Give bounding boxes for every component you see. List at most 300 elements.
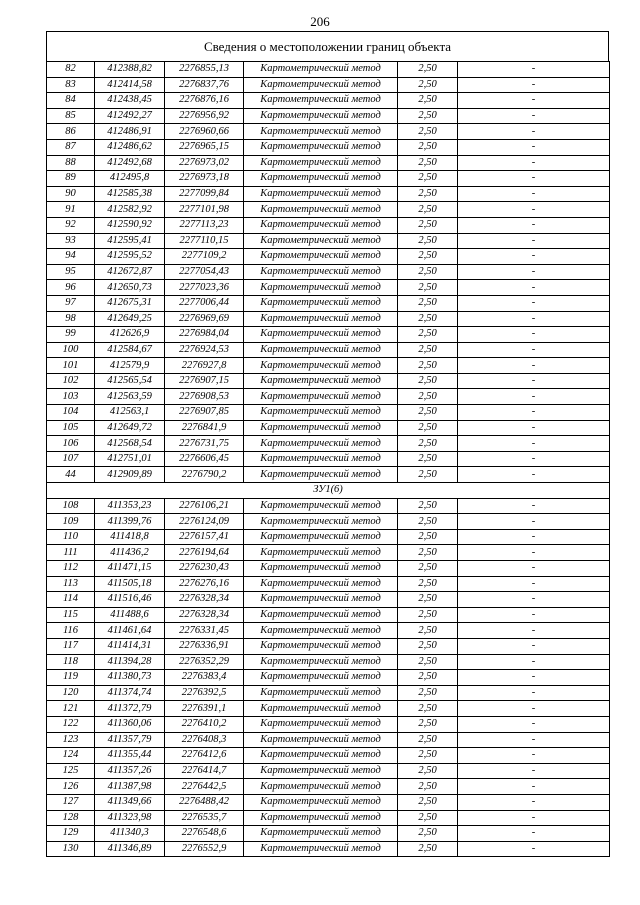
method-cell: Картометрический метод: [244, 748, 398, 764]
method-cell: Картометрический метод: [244, 701, 398, 717]
y-coordinate-cell: 2277110,15: [165, 233, 244, 249]
x-coordinate-cell: 412585,38: [95, 186, 165, 202]
accuracy-cell: 2,50: [398, 233, 458, 249]
description-cell: -: [458, 436, 610, 452]
method-cell: Картометрический метод: [244, 202, 398, 218]
method-cell: Картометрический метод: [244, 467, 398, 483]
table-row: [47, 405, 610, 421]
point-number-cell: 91: [47, 202, 95, 218]
y-coordinate-cell: 2276790,2: [165, 467, 244, 483]
y-coordinate-cell: 2276414,7: [165, 763, 244, 779]
accuracy-cell: 2,50: [398, 217, 458, 233]
method-cell: Картометрический метод: [244, 576, 398, 592]
method-cell: Картометрический метод: [244, 794, 398, 810]
table-row: [47, 217, 610, 233]
method-cell: Картометрический метод: [244, 436, 398, 452]
table-title: Сведения о местоположении границ объекта: [46, 31, 609, 61]
point-number-cell: 100: [47, 342, 95, 358]
point-number-cell: 117: [47, 638, 95, 654]
accuracy-cell: 2,50: [398, 685, 458, 701]
table-row: [47, 685, 610, 701]
accuracy-cell: 2,50: [398, 405, 458, 421]
table-row: [47, 654, 610, 670]
accuracy-cell: 2,50: [398, 654, 458, 670]
accuracy-cell: 2,50: [398, 841, 458, 857]
description-cell: -: [458, 561, 610, 577]
method-cell: Картометрический метод: [244, 233, 398, 249]
point-number-cell: 118: [47, 654, 95, 670]
description-cell: -: [458, 763, 610, 779]
table-row: [47, 93, 610, 109]
accuracy-cell: 2,50: [398, 545, 458, 561]
x-coordinate-cell: 412486,91: [95, 124, 165, 140]
x-coordinate-cell: 411360,06: [95, 716, 165, 732]
table-row: [47, 576, 610, 592]
table-row: [47, 155, 610, 171]
y-coordinate-cell: 2277109,2: [165, 249, 244, 265]
accuracy-cell: 2,50: [398, 561, 458, 577]
description-cell: -: [458, 373, 610, 389]
x-coordinate-cell: 411516,46: [95, 592, 165, 608]
method-cell: Картометрический метод: [244, 108, 398, 124]
description-cell: -: [458, 592, 610, 608]
point-number-cell: 122: [47, 716, 95, 732]
method-cell: Картометрический метод: [244, 607, 398, 623]
y-coordinate-cell: 2276552,9: [165, 841, 244, 857]
description-cell: -: [458, 77, 610, 93]
y-coordinate-cell: 2276442,5: [165, 779, 244, 795]
method-cell: Картометрический метод: [244, 810, 398, 826]
x-coordinate-cell: 412438,45: [95, 93, 165, 109]
y-coordinate-cell: 2276731,75: [165, 436, 244, 452]
description-cell: -: [458, 498, 610, 514]
point-number-cell: 94: [47, 249, 95, 265]
point-number-cell: 86: [47, 124, 95, 140]
description-cell: -: [458, 576, 610, 592]
accuracy-cell: 2,50: [398, 732, 458, 748]
x-coordinate-cell: 411471,15: [95, 561, 165, 577]
method-cell: Картометрический метод: [244, 561, 398, 577]
method-cell: Картометрический метод: [244, 62, 398, 78]
y-coordinate-cell: 2276973,18: [165, 171, 244, 187]
x-coordinate-cell: 412650,73: [95, 280, 165, 296]
x-coordinate-cell: 411380,73: [95, 670, 165, 686]
point-number-cell: 84: [47, 93, 95, 109]
x-coordinate-cell: 412909,89: [95, 467, 165, 483]
point-number-cell: 116: [47, 623, 95, 639]
table-row: [47, 670, 610, 686]
description-cell: -: [458, 217, 610, 233]
method-cell: Картометрический метод: [244, 451, 398, 467]
description-cell: -: [458, 716, 610, 732]
x-coordinate-cell: 411418,8: [95, 529, 165, 545]
point-number-cell: 97: [47, 295, 95, 311]
accuracy-cell: 2,50: [398, 826, 458, 842]
table-row: [47, 607, 610, 623]
accuracy-cell: 2,50: [398, 311, 458, 327]
point-number-cell: 111: [47, 545, 95, 561]
description-cell: -: [458, 701, 610, 717]
method-cell: Картометрический метод: [244, 124, 398, 140]
y-coordinate-cell: 2276984,04: [165, 327, 244, 343]
y-coordinate-cell: 2276927,8: [165, 358, 244, 374]
table-row: [47, 280, 610, 296]
table-row: [47, 233, 610, 249]
method-cell: Картометрический метод: [244, 139, 398, 155]
y-coordinate-cell: 2276924,53: [165, 342, 244, 358]
table-row: [47, 638, 610, 654]
x-coordinate-cell: 411394,28: [95, 654, 165, 670]
x-coordinate-cell: 411414,31: [95, 638, 165, 654]
x-coordinate-cell: 412649,25: [95, 311, 165, 327]
point-number-cell: 83: [47, 77, 95, 93]
description-cell: -: [458, 779, 610, 795]
method-cell: Картометрический метод: [244, 514, 398, 530]
method-cell: Картометрический метод: [244, 763, 398, 779]
description-cell: -: [458, 451, 610, 467]
point-number-cell: 95: [47, 264, 95, 280]
description-cell: -: [458, 342, 610, 358]
point-number-cell: 89: [47, 171, 95, 187]
y-coordinate-cell: 2276336,91: [165, 638, 244, 654]
y-coordinate-cell: 2276328,34: [165, 607, 244, 623]
point-number-cell: 124: [47, 748, 95, 764]
y-coordinate-cell: 2277006,44: [165, 295, 244, 311]
method-cell: Картометрический метод: [244, 498, 398, 514]
y-coordinate-cell: 2276907,15: [165, 373, 244, 389]
point-number-cell: 92: [47, 217, 95, 233]
y-coordinate-cell: 2276965,15: [165, 139, 244, 155]
coordinates-table: [46, 61, 610, 857]
table-row: [47, 701, 610, 717]
accuracy-cell: 2,50: [398, 186, 458, 202]
y-coordinate-cell: 2276194,64: [165, 545, 244, 561]
x-coordinate-cell: 411323,98: [95, 810, 165, 826]
description-cell: -: [458, 529, 610, 545]
y-coordinate-cell: 2276383,4: [165, 670, 244, 686]
y-coordinate-cell: 2276412,6: [165, 748, 244, 764]
x-coordinate-cell: 411505,18: [95, 576, 165, 592]
method-cell: Картометрический метод: [244, 155, 398, 171]
table-row: [47, 108, 610, 124]
accuracy-cell: 2,50: [398, 467, 458, 483]
point-number-cell: 93: [47, 233, 95, 249]
accuracy-cell: 2,50: [398, 77, 458, 93]
accuracy-cell: 2,50: [398, 420, 458, 436]
table-row: [47, 389, 610, 405]
x-coordinate-cell: 412486,62: [95, 139, 165, 155]
description-cell: -: [458, 139, 610, 155]
x-coordinate-cell: 412595,41: [95, 233, 165, 249]
table-row: [47, 436, 610, 452]
method-cell: Картометрический метод: [244, 732, 398, 748]
description-cell: -: [458, 108, 610, 124]
description-cell: -: [458, 62, 610, 78]
description-cell: -: [458, 405, 610, 421]
point-number-cell: 85: [47, 108, 95, 124]
accuracy-cell: 2,50: [398, 670, 458, 686]
description-cell: -: [458, 264, 610, 280]
description-cell: -: [458, 327, 610, 343]
table-row: [47, 420, 610, 436]
description-cell: -: [458, 810, 610, 826]
x-coordinate-cell: 412751,01: [95, 451, 165, 467]
point-number-cell: 82: [47, 62, 95, 78]
method-cell: Картометрический метод: [244, 171, 398, 187]
accuracy-cell: 2,50: [398, 607, 458, 623]
accuracy-cell: 2,50: [398, 623, 458, 639]
description-cell: -: [458, 249, 610, 265]
x-coordinate-cell: 411357,26: [95, 763, 165, 779]
table-row: [47, 498, 610, 514]
x-coordinate-cell: 411349,66: [95, 794, 165, 810]
y-coordinate-cell: 2276548,6: [165, 826, 244, 842]
point-number-cell: 96: [47, 280, 95, 296]
table-row: [47, 716, 610, 732]
table-row: [47, 763, 610, 779]
description-cell: -: [458, 155, 610, 171]
accuracy-cell: 2,50: [398, 810, 458, 826]
y-coordinate-cell: 2276106,21: [165, 498, 244, 514]
point-number-cell: 121: [47, 701, 95, 717]
method-cell: Картометрический метод: [244, 217, 398, 233]
y-coordinate-cell: 2276124,09: [165, 514, 244, 530]
accuracy-cell: 2,50: [398, 592, 458, 608]
page-number: 206: [310, 14, 330, 29]
y-coordinate-cell: 2276331,45: [165, 623, 244, 639]
table-row: [47, 826, 610, 842]
table-row: [47, 249, 610, 265]
accuracy-cell: 2,50: [398, 171, 458, 187]
x-coordinate-cell: 411353,23: [95, 498, 165, 514]
point-number-cell: 108: [47, 498, 95, 514]
description-cell: -: [458, 202, 610, 218]
point-number-cell: 110: [47, 529, 95, 545]
method-cell: Картометрический метод: [244, 592, 398, 608]
y-coordinate-cell: 2276876,16: [165, 93, 244, 109]
description-cell: -: [458, 420, 610, 436]
y-coordinate-cell: 2276535,7: [165, 810, 244, 826]
y-coordinate-cell: 2276908,53: [165, 389, 244, 405]
table-row: [47, 451, 610, 467]
x-coordinate-cell: 412582,92: [95, 202, 165, 218]
x-coordinate-cell: 412595,52: [95, 249, 165, 265]
x-coordinate-cell: 412414,58: [95, 77, 165, 93]
point-number-cell: 119: [47, 670, 95, 686]
accuracy-cell: 2,50: [398, 108, 458, 124]
accuracy-cell: 2,50: [398, 529, 458, 545]
table-row: [47, 358, 610, 374]
method-cell: Картометрический метод: [244, 420, 398, 436]
accuracy-cell: 2,50: [398, 295, 458, 311]
y-coordinate-cell: 2276956,92: [165, 108, 244, 124]
description-cell: -: [458, 171, 610, 187]
x-coordinate-cell: 412492,68: [95, 155, 165, 171]
accuracy-cell: 2,50: [398, 202, 458, 218]
x-coordinate-cell: 412649,72: [95, 420, 165, 436]
x-coordinate-cell: 411372,79: [95, 701, 165, 717]
method-cell: Картометрический метод: [244, 654, 398, 670]
x-coordinate-cell: 412584,67: [95, 342, 165, 358]
y-coordinate-cell: 2277099,84: [165, 186, 244, 202]
y-coordinate-cell: 2276973,02: [165, 155, 244, 171]
accuracy-cell: 2,50: [398, 716, 458, 732]
description-cell: -: [458, 638, 610, 654]
method-cell: Картометрический метод: [244, 716, 398, 732]
method-cell: Картометрический метод: [244, 623, 398, 639]
y-coordinate-cell: 2276969,69: [165, 311, 244, 327]
method-cell: Картометрический метод: [244, 373, 398, 389]
point-number-cell: 113: [47, 576, 95, 592]
table-row: [47, 561, 610, 577]
x-coordinate-cell: 412568,54: [95, 436, 165, 452]
table-row: [47, 77, 610, 93]
accuracy-cell: 2,50: [398, 124, 458, 140]
table-row: [47, 264, 610, 280]
table-row: [47, 779, 610, 795]
accuracy-cell: 2,50: [398, 389, 458, 405]
description-cell: -: [458, 514, 610, 530]
y-coordinate-cell: 2276352,29: [165, 654, 244, 670]
method-cell: Картометрический метод: [244, 779, 398, 795]
table-row: [47, 732, 610, 748]
accuracy-cell: 2,50: [398, 498, 458, 514]
x-coordinate-cell: 412672,87: [95, 264, 165, 280]
description-cell: -: [458, 93, 610, 109]
point-number-cell: 130: [47, 841, 95, 857]
point-number-cell: 125: [47, 763, 95, 779]
accuracy-cell: 2,50: [398, 701, 458, 717]
accuracy-cell: 2,50: [398, 280, 458, 296]
description-cell: -: [458, 467, 610, 483]
x-coordinate-cell: 411488,6: [95, 607, 165, 623]
description-cell: -: [458, 685, 610, 701]
y-coordinate-cell: 2276960,66: [165, 124, 244, 140]
description-cell: -: [458, 389, 610, 405]
accuracy-cell: 2,50: [398, 763, 458, 779]
description-cell: -: [458, 670, 610, 686]
description-cell: -: [458, 124, 610, 140]
y-coordinate-cell: 2276392,5: [165, 685, 244, 701]
table-row: [47, 592, 610, 608]
table-row: [47, 342, 610, 358]
point-number-cell: 106: [47, 436, 95, 452]
x-coordinate-cell: 412579,9: [95, 358, 165, 374]
method-cell: Картометрический метод: [244, 529, 398, 545]
table-row: [47, 623, 610, 639]
point-number-cell: 107: [47, 451, 95, 467]
point-number-cell: 101: [47, 358, 95, 374]
boundary-table-sheet: [46, 31, 609, 857]
description-cell: -: [458, 841, 610, 857]
description-cell: -: [458, 545, 610, 561]
method-cell: Картометрический метод: [244, 685, 398, 701]
point-number-cell: 87: [47, 139, 95, 155]
method-cell: Картометрический метод: [244, 186, 398, 202]
y-coordinate-cell: 2277054,43: [165, 264, 244, 280]
table-row: [47, 202, 610, 218]
y-coordinate-cell: 2276606,45: [165, 451, 244, 467]
description-cell: -: [458, 748, 610, 764]
table-row: [47, 794, 610, 810]
point-number-cell: 112: [47, 561, 95, 577]
point-number-cell: 103: [47, 389, 95, 405]
method-cell: Картометрический метод: [244, 295, 398, 311]
method-cell: Картометрический метод: [244, 327, 398, 343]
y-coordinate-cell: 2276855,13: [165, 62, 244, 78]
x-coordinate-cell: 412495,8: [95, 171, 165, 187]
table-row: [47, 295, 610, 311]
method-cell: Картометрический метод: [244, 264, 398, 280]
accuracy-cell: 2,50: [398, 748, 458, 764]
point-number-cell: 128: [47, 810, 95, 826]
point-number-cell: 115: [47, 607, 95, 623]
y-coordinate-cell: 2276157,41: [165, 529, 244, 545]
table-row: [47, 748, 610, 764]
table-row: [47, 139, 610, 155]
table-row: [47, 467, 610, 483]
description-cell: -: [458, 358, 610, 374]
method-cell: Картометрический метод: [244, 249, 398, 265]
x-coordinate-cell: 412388,82: [95, 62, 165, 78]
table-row: [47, 186, 610, 202]
section-label: ЗУ1(6): [47, 483, 610, 499]
accuracy-cell: 2,50: [398, 93, 458, 109]
accuracy-cell: 2,50: [398, 139, 458, 155]
table-row: [47, 841, 610, 857]
point-number-cell: 98: [47, 311, 95, 327]
x-coordinate-cell: 411346,89: [95, 841, 165, 857]
point-number-cell: 126: [47, 779, 95, 795]
accuracy-cell: 2,50: [398, 155, 458, 171]
y-coordinate-cell: 2277113,23: [165, 217, 244, 233]
method-cell: Картометрический метод: [244, 841, 398, 857]
accuracy-cell: 2,50: [398, 358, 458, 374]
description-cell: -: [458, 826, 610, 842]
point-number-cell: 102: [47, 373, 95, 389]
method-cell: Картометрический метод: [244, 280, 398, 296]
accuracy-cell: 2,50: [398, 576, 458, 592]
table-row: [47, 545, 610, 561]
point-number-cell: 88: [47, 155, 95, 171]
table-row: [47, 514, 610, 530]
y-coordinate-cell: 2276488,42: [165, 794, 244, 810]
accuracy-cell: 2,50: [398, 451, 458, 467]
x-coordinate-cell: 411357,79: [95, 732, 165, 748]
description-cell: -: [458, 295, 610, 311]
description-cell: -: [458, 607, 610, 623]
x-coordinate-cell: 412492,27: [95, 108, 165, 124]
accuracy-cell: 2,50: [398, 638, 458, 654]
point-number-cell: 104: [47, 405, 95, 421]
method-cell: Картометрический метод: [244, 342, 398, 358]
point-number-cell: 120: [47, 685, 95, 701]
x-coordinate-cell: 411340,3: [95, 826, 165, 842]
table-row: [47, 171, 610, 187]
method-cell: Картометрический метод: [244, 77, 398, 93]
point-number-cell: 105: [47, 420, 95, 436]
point-number-cell: 129: [47, 826, 95, 842]
accuracy-cell: 2,50: [398, 794, 458, 810]
y-coordinate-cell: 2276907,85: [165, 405, 244, 421]
table-row: [47, 373, 610, 389]
accuracy-cell: 2,50: [398, 249, 458, 265]
x-coordinate-cell: 411355,44: [95, 748, 165, 764]
y-coordinate-cell: 2276841,9: [165, 420, 244, 436]
method-cell: Картометрический метод: [244, 638, 398, 654]
accuracy-cell: 2,50: [398, 62, 458, 78]
point-number-cell: 127: [47, 794, 95, 810]
